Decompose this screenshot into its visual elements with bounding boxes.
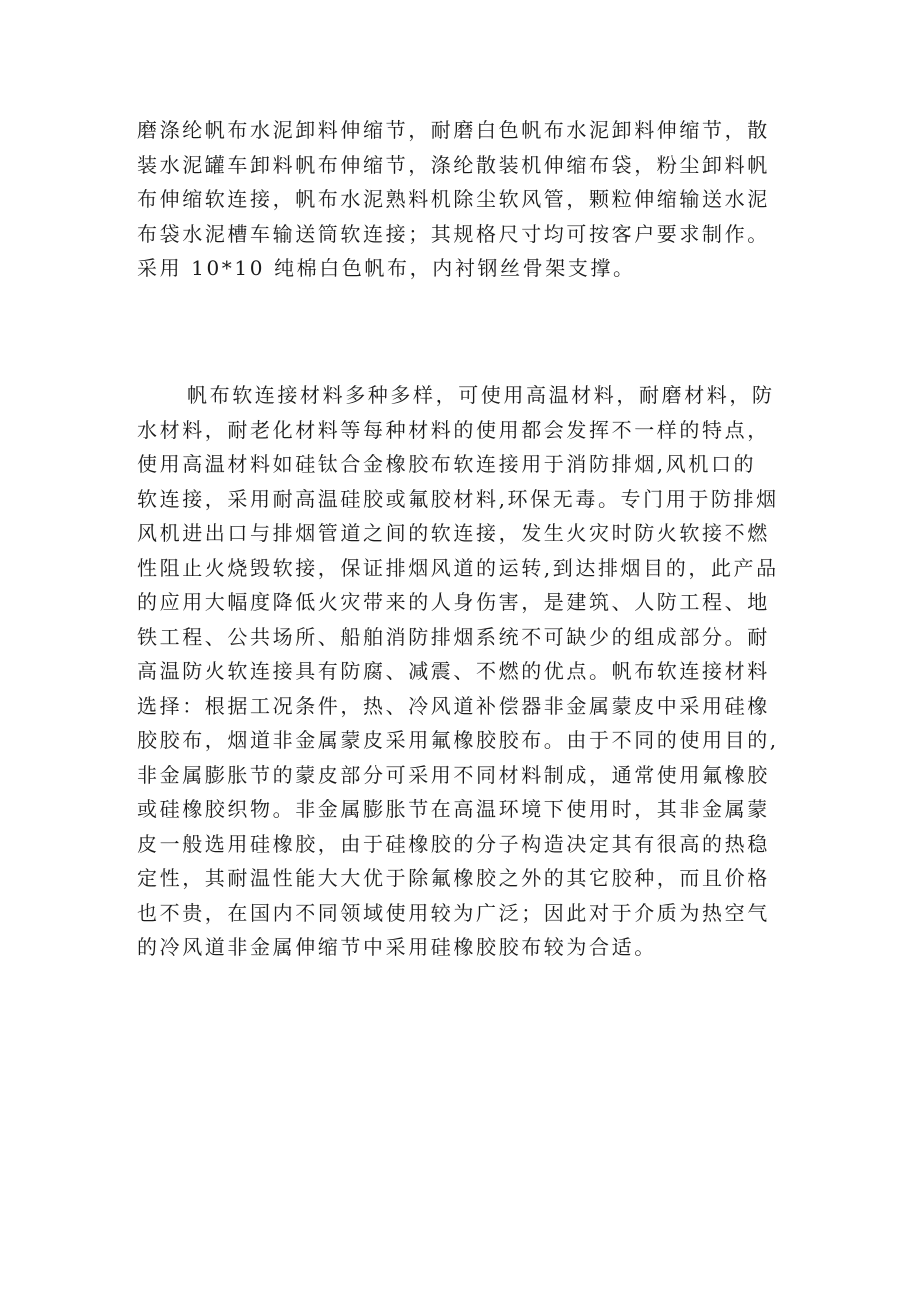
paragraph-1-line-3: 布伸缩软连接，帆布水泥熟料机除尘软风管，颗粒伸缩输送水泥 <box>137 187 770 211</box>
paragraph-2-line-13: 或硅橡胶织物。非金属膨胀节在高温环境下使用时，其非金属蒙 <box>137 797 770 821</box>
paragraph-2-line-11: 胶胶布，烟道非金属蒙皮采用氟橡胶胶布。由于不同的使用目的, <box>137 728 779 752</box>
paragraph-2-line-7: 的应用大幅度降低火灾带来的人身伤害，是建筑、人防工程、地 <box>137 590 770 614</box>
paragraph-1 <box>137 113 787 286</box>
paragraph-2-line-12: 非金属膨胀节的蒙皮部分可采用不同材料制成，通常使用氟橡胶 <box>137 762 770 787</box>
paragraph-1-line-1: 磨涤纶帆布水泥卸料伸缩节，耐磨白色帆布水泥卸料伸缩节，散 <box>137 118 770 142</box>
paragraph-1-line-5: 采用 10*10 纯棉白色帆布，内衬钢丝骨架支撑。 <box>137 256 636 280</box>
paragraph-1-line-4: 布袋水泥槽车输送筒软连接；其规格尺寸均可按客户要求制作。 <box>137 221 770 246</box>
paragraph-2-line-9: 高温防火软连接具有防腐、减震、不燃的优点。帆布软连接材料 <box>137 659 770 683</box>
paragraph-2-line-6: 性阻止火烧毁软接，保证排烟风道的运转,到达排烟目的，此产品 <box>137 555 779 580</box>
paragraph-1-line-2: 装水泥罐车卸料帆布伸缩节，涤纶散装机伸缩布袋，粉尘卸料帆 <box>137 152 770 177</box>
paragraph-2 <box>137 378 787 965</box>
paragraph-2-line-14: 皮一般选用硅橡胶，由于硅橡胶的分子构造决定其有很高的热稳 <box>137 831 770 856</box>
paragraph-2-line-5: 风机进出口与排烟管道之间的软连接，发生火灾时防火软接不燃 <box>137 521 770 545</box>
paragraph-2-line-15: 定性，其耐温性能大大优于除氟橡胶之外的其它胶种，而且价格 <box>137 866 770 890</box>
paragraph-2-line-10: 选择：根据工况条件，热、冷风道补偿器非金属蒙皮中采用硅橡 <box>137 693 770 718</box>
paragraph-2-line-2: 水材料，耐老化材料等每种材料的使用都会发挥不一样的特点， <box>137 417 770 442</box>
paragraph-2-line-3: 使用高温材料如硅钛合金橡胶布软连接用于消防排烟,风机口的 <box>137 452 757 476</box>
paragraph-2-line-1: 帆布软连接材料多种多样，可使用高温材料，耐磨材料，防 <box>187 383 775 407</box>
paragraph-2-line-16: 也不贵，在国内不同领域使用较为广泛；因此对于介质为热空气 <box>137 900 770 925</box>
paragraph-2-line-4: 软连接，采用耐高温硅胶或氟胶材料,环保无毒。专门用于防排烟 <box>137 486 779 511</box>
paragraph-2-line-17: 的冷风道非金属伸缩节中采用硅橡胶胶布较为合适。 <box>137 935 657 959</box>
paragraph-2-line-8: 铁工程、公共场所、船舶消防排烟系统不可缺少的组成部分。耐 <box>137 624 770 649</box>
